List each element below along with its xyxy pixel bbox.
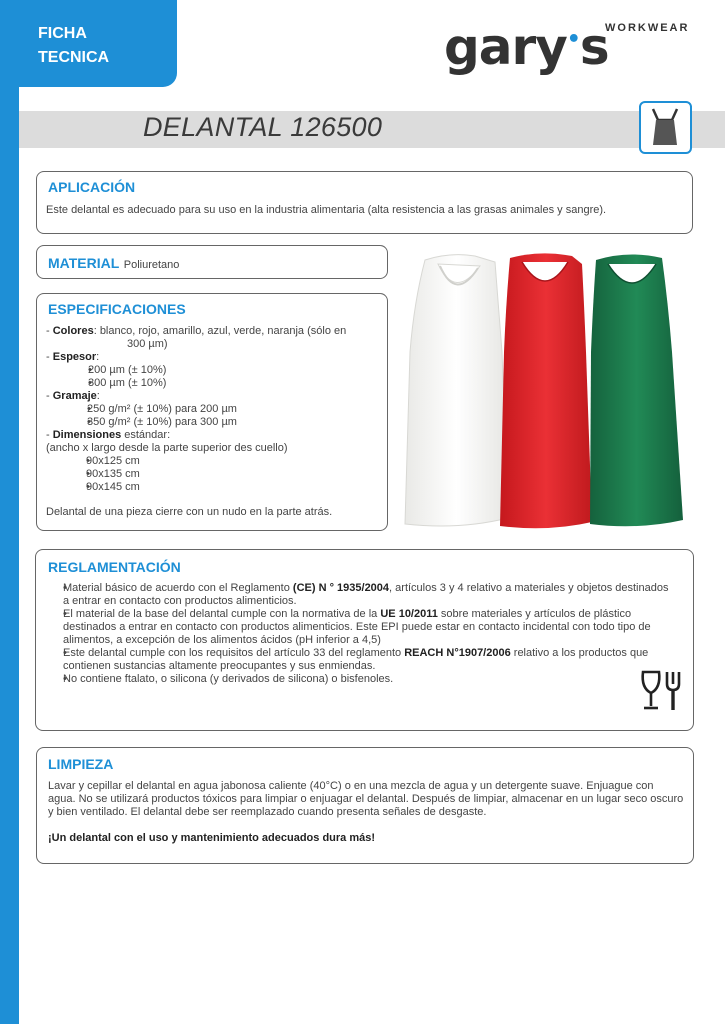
logo-dot: • xyxy=(566,27,580,52)
colores-cont: 300 µm) xyxy=(127,338,168,350)
red-apron xyxy=(500,253,592,528)
regulation-item: • No contiene ftalato, o silicona (y derivados de silicona) o bisfenoles. xyxy=(48,673,676,686)
espesor-label: Espesor xyxy=(52,351,97,363)
limpieza-section xyxy=(36,747,694,864)
especificaciones-section xyxy=(36,293,388,531)
specs-footer: Delantal de una pieza cierre con un nudo en la parte atrás. xyxy=(46,506,333,518)
green-apron xyxy=(590,254,683,526)
aplicacion-text: Este delantal es adecuado para su uso en la industria alimentaria (alta resistencia a las grasas animales y sangre). xyxy=(46,204,607,216)
dimensiones-text: estándar: xyxy=(121,429,171,441)
especificaciones-heading: ESPECIFICACIONES xyxy=(48,301,186,317)
specs-body: - Colores: blanco, rojo, amarillo, azul, verde, naranja (sólo en 300 µm) - Espesor: • 200 µm (± 10%) • 300 µm (± 10%) - Gramaje: • 250 g/m² (± 10%) para 200 µm • 350 g/m² (± 10%) para 300 µm - Dimensiones estándar: (ancho x largo desde la parte superior des cuello) • 90x125 cm • 90x135 cm • 90x145 cm xyxy=(46,325,382,494)
gramaje-item: • 350 g/m² (± 10%) para 300 µm xyxy=(66,416,382,429)
left-sidebar-stripe xyxy=(0,0,19,1024)
tab-line-1: FICHA xyxy=(38,25,87,42)
material-heading: MATERIAL xyxy=(48,255,120,271)
page-title: DELANTAL 126500 xyxy=(143,112,383,142)
gramaje-label: Gramaje xyxy=(52,390,97,402)
colores-text: : blanco, rojo, amarillo, azul, verde, naranja (sólo en xyxy=(93,325,347,337)
aprons-photo xyxy=(400,252,690,532)
white-apron xyxy=(405,255,508,526)
logo-sub: WORKWEAR xyxy=(605,22,690,34)
reglamentacion-list xyxy=(48,582,676,686)
apron-icon xyxy=(639,101,692,154)
dimensiones-note: (ancho x largo desde la parte superior des cuello) xyxy=(46,442,288,454)
dimension-item: • 90x145 cm xyxy=(66,481,382,494)
aplicacion-heading: APLICACIÓN xyxy=(48,179,136,195)
glass-fork-icon xyxy=(639,668,685,719)
limpieza-note: ¡Un delantal con el uso y mantenimiento adecuados dura más! xyxy=(48,832,376,844)
reglamentacion-section xyxy=(35,549,694,731)
reglamentacion-heading: REGLAMENTACIÓN xyxy=(48,559,181,575)
aplicacion-section xyxy=(36,171,693,234)
espesor-item: • 300 µm (± 10%) xyxy=(66,377,382,390)
dimension-item: • 90x125 cm xyxy=(66,455,382,468)
regulation-item: • El material de la base del delantal cumple con la normativa de la UE 10/2011 sobre materiales y artículos de plástico destinados a entrar en contacto con productos alimenticios. Este EPI puede estar en contacto incidental con todo tipo de alimentos, a excepción de los alimentos ácidos (pH inferior a 4,5) xyxy=(48,608,676,647)
logo-word: gary•s xyxy=(444,18,609,76)
material-value: Poliuretano xyxy=(123,259,180,271)
gramaje-item: • 250 g/m² (± 10%) para 200 µm xyxy=(66,403,382,416)
limpieza-text: Lavar y cepillar el delantal en agua jabonosa caliente (40°C) o en una mezcla de agua y un detergente suave. Enjuague con agua. No se utilizará productos tóxicos para limpiar o enjuagar el delantal. Después de limpiar, almacenar en un lugar seco oscuro y bien ventilado. El delantal debe ser reemplazado cuando presenta señales de desgaste. xyxy=(48,780,684,818)
regulation-item: • Material básico de acuerdo con el Reglamento (CE) N ° 1935/2004, artículos 3 y 4 relativo a materiales y objetos destinados a entrar en contacto con productos alimenticios. xyxy=(48,582,676,608)
dimensiones-label: Dimensiones xyxy=(52,429,122,441)
colores-label: Colores xyxy=(52,325,94,337)
ficha-tecnica-tab xyxy=(0,0,177,87)
material-section xyxy=(36,245,388,279)
espesor-item: • 200 µm (± 10%) xyxy=(66,364,382,377)
dimension-item: • 90x135 cm xyxy=(66,468,382,481)
limpieza-heading: LIMPIEZA xyxy=(48,756,114,772)
tab-line-2: TECNICA xyxy=(38,49,110,66)
regulation-item: • Este delantal cumple con los requisitos del artículo 33 del reglamento REACH N°1907/2006 relativo a los productos que contienen sustancias altamente preocupantes y sus enmiendas. xyxy=(48,647,676,673)
